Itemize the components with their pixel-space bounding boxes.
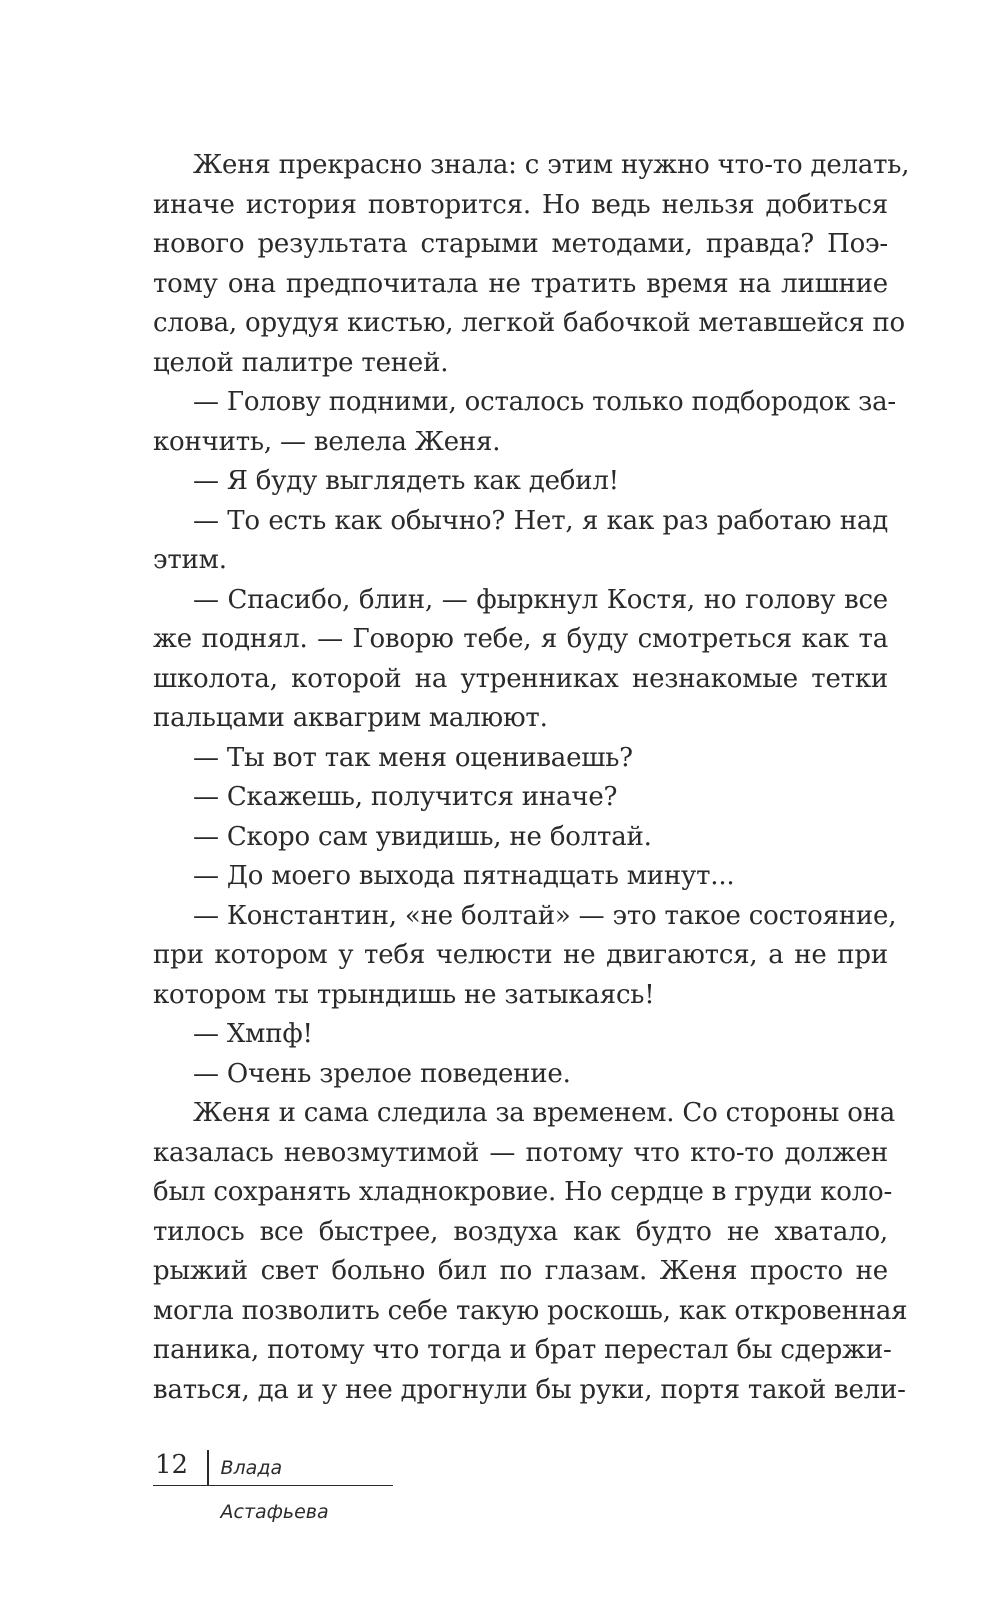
text-line: тилось все быстрее, воздуха как будто не хватало, — [153, 1216, 888, 1247]
text-line: ваться, да и у нее дрогнули бы руки, портя такой вели- — [153, 1374, 906, 1405]
text-line: тому она предпочитала не тратить время на лишние — [153, 268, 888, 299]
text-line: — То есть как обычно? Нет, я как раз работаю над — [193, 505, 888, 536]
text-line: иначе история повторится. Но ведь нельзя добиться — [153, 189, 888, 220]
text-line: этим. — [153, 545, 227, 575]
text-line: слова, орудуя кистью, легкой бабочкой метавшейся по — [153, 308, 906, 338]
text-line: — Спасибо, блин, — фыркнул Костя, но голову все — [193, 584, 888, 615]
page-footer — [153, 1446, 393, 1523]
text-line: — Ты вот так меня оцениваешь? — [193, 742, 633, 773]
text-line: Женя и сама следила за временем. Со стороны она — [193, 1098, 896, 1128]
text-line: казалась невозмутимой — потому что кто-то должен — [153, 1137, 888, 1168]
text-line: — До моего выхода пятнадцать минут... — [193, 861, 735, 891]
text-line: рыжий свет больно бил по глазам. Женя просто не — [153, 1256, 888, 1286]
text-line: был сохранять хладнокровие. Но сердце в груди коло- — [153, 1177, 893, 1207]
page-number: 12 — [153, 1446, 207, 1486]
text-line: целой палитре теней. — [153, 347, 449, 378]
text-line: — Очень зрелое поведение. — [193, 1058, 571, 1089]
text-line: Женя прекрасно знала: с этим нужно что-то делать, — [193, 150, 910, 180]
text-line: — Скажешь, получится иначе? — [193, 782, 618, 812]
body-text — [153, 146, 910, 1410]
text-line: — Я буду выглядеть как дебил! — [193, 466, 619, 496]
text-line: же поднял. — Говорю тебе, я буду смотреться как та — [153, 624, 888, 654]
text-line: — Голову подними, осталось только подбородок за- — [193, 387, 897, 417]
text-line: могла позволить себе такую роскошь, как откровенная — [153, 1295, 908, 1326]
text-line: нового результата старыми методами, правда? Поэ- — [153, 229, 888, 259]
text-line: — Скоро сам увидишь, не болтай. — [193, 821, 652, 852]
text-line: — Константин, «не болтай» — это такое состояние, — [193, 900, 897, 931]
text-line: котором ты трындишь не затыкаясь! — [153, 979, 655, 1010]
text-line: при котором у тебя челюсти не двигаются, а не при — [153, 940, 888, 970]
text-line: — Хмпф! — [193, 1019, 313, 1049]
text-line: паника, потому что тогда и брат перестал бы сдержи- — [153, 1335, 892, 1365]
text-line: кончить, — велела Женя. — [153, 426, 501, 457]
text-line: школота, которой на утренниках незнакомые тетки — [153, 663, 888, 694]
running-head-author: Влада Астафьева — [209, 1446, 393, 1486]
text-line: пальцами аквагрим малюют. — [153, 703, 548, 733]
